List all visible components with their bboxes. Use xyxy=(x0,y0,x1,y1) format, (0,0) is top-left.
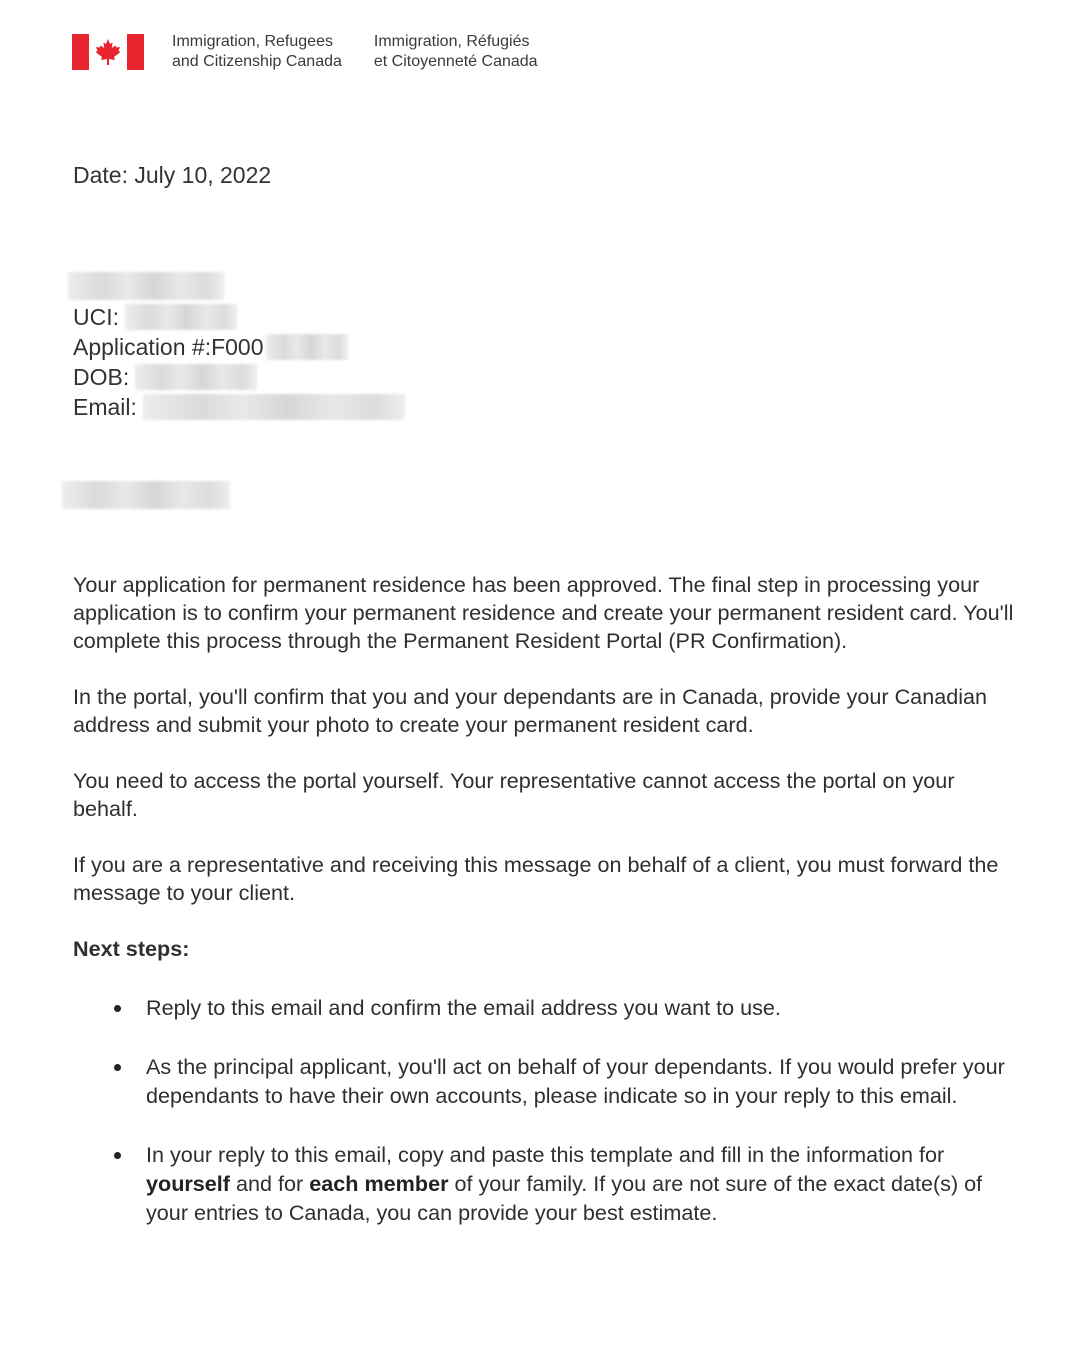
letterhead xyxy=(72,34,538,74)
uci-label: UCI: xyxy=(73,304,119,330)
department-name-english xyxy=(172,32,342,72)
flag-left-bar xyxy=(72,34,89,70)
redacted-name xyxy=(68,272,224,300)
step-text: and for xyxy=(230,1171,310,1196)
paragraph-representative: If you are a representative and receiving this message on behalf of a client, you must forward the message to your client. xyxy=(73,852,999,905)
uci-row xyxy=(73,302,405,332)
dob-label: DOB: xyxy=(73,364,130,390)
dob-row xyxy=(73,362,405,392)
redacted-dob xyxy=(135,364,257,390)
canada-flag-icon xyxy=(72,34,144,70)
application-number-label: Application #:F000 xyxy=(73,334,264,360)
dept-fr-line1: Immigration, Réfugiés xyxy=(373,33,530,50)
letter-date: Date: July 10, 2022 xyxy=(73,162,272,188)
application-number-row xyxy=(73,332,405,362)
redacted-email xyxy=(143,394,405,420)
letter-body xyxy=(73,571,1023,1257)
email-label: Email: xyxy=(73,394,137,420)
step-text: In your reply to this email, copy and paste this template and fill in the information for xyxy=(146,1142,945,1167)
step-bold-text: yourself xyxy=(146,1171,231,1196)
email-row xyxy=(73,392,405,422)
dept-en-line2: and Citizenship Canada xyxy=(172,53,342,70)
paragraph-access: You need to access the portal yourself. Your representative cannot access the portal on your behalf. xyxy=(73,768,955,821)
flag-white-field xyxy=(89,34,127,70)
paragraph-portal: In the portal, you'll confirm that you and your dependants are in Canada, provide your Canadian address and submit your photo to create your permanent resident card. xyxy=(73,684,988,737)
redacted-application-number xyxy=(266,334,348,360)
list-item xyxy=(146,1140,1023,1227)
next-steps-heading: Next steps: xyxy=(73,936,190,961)
maple-leaf-icon xyxy=(93,37,123,67)
step-bold-text: each member xyxy=(309,1171,449,1196)
flag-right-bar xyxy=(127,34,144,70)
step-text: of your family. If you are not sure of the exact date(s) of your entries to Canada, you can provide your best estimate. xyxy=(146,1171,983,1225)
applicant-identifiers xyxy=(73,302,405,422)
redacted-salutation xyxy=(62,481,230,509)
paragraph-approval: Your application for permanent residence has been approved. The final step in processing your application is to confirm your permanent residence and create your permanent resident card. You'll complete this process through the Permanent Resident Portal (PR Confirmation). xyxy=(73,572,1014,653)
department-name-french xyxy=(374,32,538,72)
redacted-uci xyxy=(125,304,237,330)
list-item: Reply to this email and confirm the email address you want to use. xyxy=(146,993,1023,1022)
next-steps-list xyxy=(73,993,1023,1227)
list-item: As the principal applicant, you'll act on behalf of your dependants. If you would prefer your dependants to have their own accounts, please indicate so in your reply to this email. xyxy=(146,1052,1023,1110)
dept-en-line1: Immigration, Refugees xyxy=(172,33,333,50)
dept-fr-line2: et Citoyenneté Canada xyxy=(373,53,538,70)
